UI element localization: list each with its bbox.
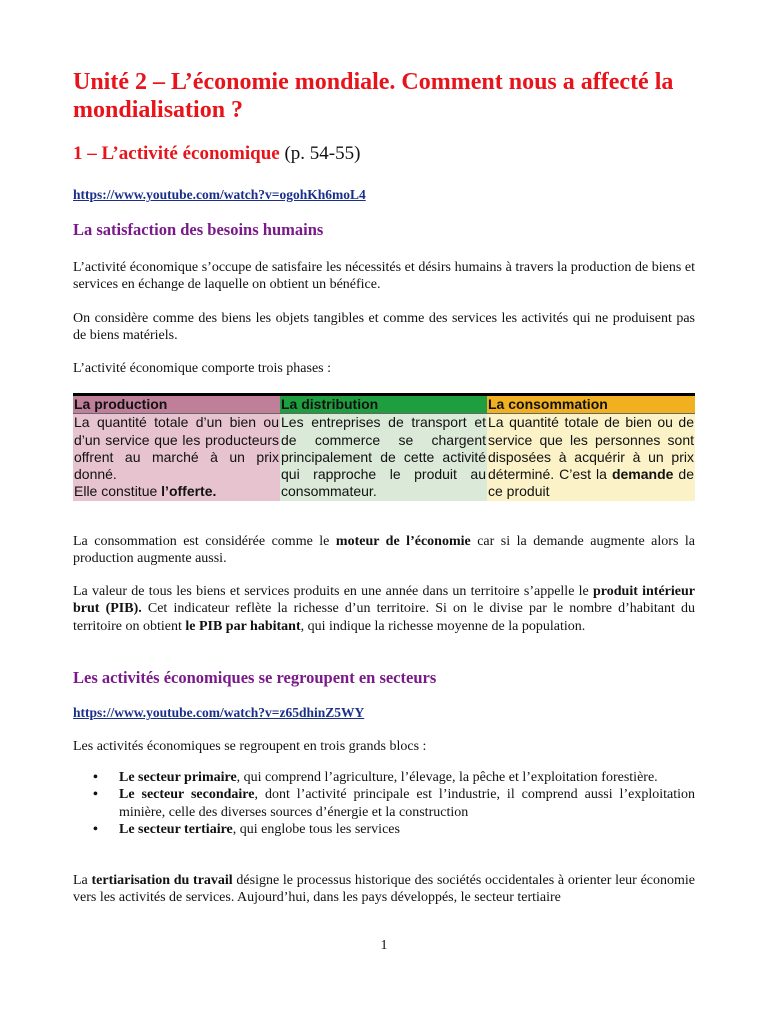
paragraph-tertiarisation-post: désigne le processus historique des sociétés occidentales à orienter leur économie vers les activités de services. Aujourd’hui, dans les pays développés, le secteur tertiaire [73,873,695,906]
paragraph-moteur-post: car si la demande augmente alors la production augmente aussi. [73,534,695,567]
paragraph-pib-mid: Cet indicateur reflète la richesse d’un territoire. Si on le divise par le nombre d’habitant du territoire on obtient [73,601,695,634]
paragraph-pib-pre: La valeur de tous les biens et services produits en une année dans un territoire s’appelle le [73,584,593,599]
sector-tertiaire-label: Le secteur tertiaire [119,822,233,838]
bullet-icon: • [93,822,98,838]
paragraph-phases-intro: L’activité économique comporte trois phases : [73,361,332,376]
bullet-icon: • [93,770,98,785]
paragraph-moteur-pre: La consommation est considérée comme le [73,534,336,549]
list-item [73,786,695,821]
header-distribution: La distribution [280,395,487,414]
list-item [73,769,695,786]
sectors-list [73,769,695,839]
cell-consommation-text: La quantité totale de bien ou de service que les personnes sont disposées à acquérir à un prix déterminé. C’est la [488,414,694,483]
paragraph-pib-post: , qui indique la richesse moyenne de la population. [300,618,586,634]
page-number: 1 [380,938,388,953]
cell-production [73,414,280,501]
section-heading-pages: (p. 54-55) [279,143,361,164]
header-consommation: La consommation [487,395,695,414]
cell-production-bold: l’offerte. [161,483,217,500]
section-heading [73,142,360,166]
sector-secondaire-label: Le secteur secondaire [119,787,255,803]
phases-table-row [73,414,695,501]
paragraph-moteur [73,533,695,568]
youtube-link-1[interactable]: https://www.youtube.com/watch?v=ogohKh6moL4 [73,187,366,202]
cell-production-pre: Elle constitue [74,483,162,500]
paragraph-blocs: Les activités économiques se regroupent en trois grands blocs : [73,739,427,754]
section-heading-title: 1 – L’activité économique [73,143,280,164]
cell-distribution-text: Les entreprises de transport et de commerce se chargent principalement de cette activité qui rapproche le produit au consommateur. [281,414,486,500]
paragraph-tertiarisation-bold: tertiarisation du travail [91,873,233,888]
cell-consommation [487,414,695,501]
youtube-link-2[interactable]: https://www.youtube.com/watch?v=z65dhinZ5WY [73,705,365,720]
cell-consommation-bold: demande [611,466,674,483]
paragraph-pib-bold2: le PIB par habitant [185,618,301,634]
paragraph-pib-bold1: produit intérieur brut (PIB). [73,584,695,617]
phases-table-header [73,395,695,414]
page-title: Unité 2 – L’économie mondiale. Comment nous a affecté la mondialisation ? [73,69,674,123]
sector-primaire-label: Le secteur primaire [119,770,237,785]
paragraph-tertiarisation [73,872,695,907]
sector-primaire-text: , qui comprend l’agriculture, l’élevage, la pêche et l’exploitation forestière. [236,770,658,785]
sector-secondaire-text: , dont l’activité principale est l’industrie, il comprend aussi l’exploitation minière, celle des diverses sources d’énergie et la construction [119,787,695,820]
paragraph-moteur-bold: moteur de l’économie [335,534,471,549]
cell-production-text: La quantité totale d’un bien ou d’un service que les producteurs offrent au marché à un prix donné. [74,414,279,483]
bullet-icon: • [93,787,98,803]
cell-consommation-post: de ce produit [488,466,694,500]
cell-distribution [280,414,487,501]
phases-table [73,393,695,501]
paragraph-tertiarisation-pre: La [73,873,92,888]
header-production: La production [73,395,280,414]
paragraph-pib [73,583,695,635]
subheading-besoins: La satisfaction des besoins humains [73,220,324,239]
sector-tertiaire-text: , qui englobe tous les services [232,822,400,838]
subheading-secteurs: Les activités économiques se regroupent en secteurs [73,668,437,687]
paragraph-activite: L’activité économique s’occupe de satisfaire les nécessités et désirs humains à travers la production de biens et services en échange de laquelle on obtient un bénéfice. [73,260,695,293]
list-item [73,821,695,838]
paragraph-biens-services: On considère comme des biens les objets tangibles et comme des services les activités qui ne produisent pas de biens matériels. [73,311,695,344]
